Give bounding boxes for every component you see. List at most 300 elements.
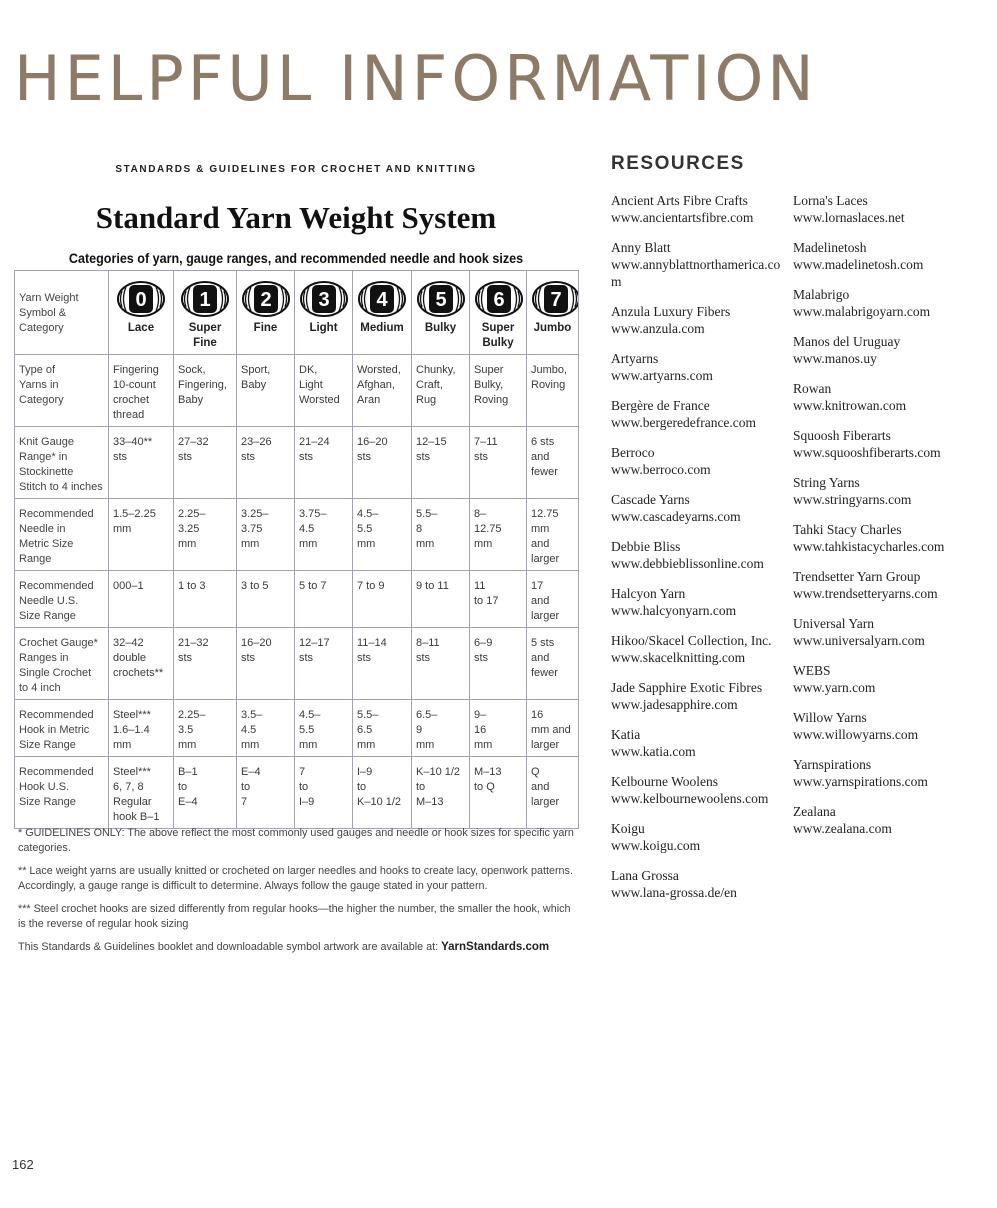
table-cell <box>237 628 295 700</box>
table-cell <box>353 571 412 628</box>
note-steel-hooks: *** Steel crochet hooks are sized differently from regular hooks—the higher the number, the smaller the hook, which is the reverse of regular hook sizing <box>18 903 571 930</box>
table-notes <box>18 826 578 963</box>
table-cell <box>527 700 579 757</box>
table-cell <box>109 571 174 628</box>
cell-line: 9– <box>474 709 487 721</box>
table-cell <box>174 571 237 628</box>
table-header-row <box>15 271 579 355</box>
resource-name: Yarnspirations <box>793 757 872 772</box>
standards-heading: STANDARDS & GUIDELINES FOR CROCHET AND KNITTING <box>115 164 477 175</box>
resource-ancient-arts-fibre-crafts <box>611 192 786 226</box>
table-cell <box>295 427 353 499</box>
table-cell <box>109 427 174 499</box>
resource-kelbourne-woolens <box>611 773 786 807</box>
cell-line: sts <box>416 451 431 463</box>
page-number: 162 <box>12 1157 34 1172</box>
cell-line: larger <box>531 610 560 622</box>
resource-malabrigo <box>793 286 983 320</box>
resource-url-link[interactable]: www.yarnspirations.com <box>793 774 928 789</box>
table-cell <box>353 757 412 829</box>
resource-name: Tahki Stacy Charles <box>793 522 902 537</box>
resource-url-link[interactable]: www.halcyonyarn.com <box>611 603 737 618</box>
row-label-line: Recommended <box>19 709 94 721</box>
resource-url-link[interactable]: www.jadesapphire.com <box>611 697 738 712</box>
cell-line: Chunky, <box>416 364 456 376</box>
table-cell <box>295 700 353 757</box>
table-cell <box>295 571 353 628</box>
cell-line: 9 to 11 <box>416 580 449 592</box>
cell-line: 10-count <box>113 379 156 391</box>
resource-zealana <box>793 803 983 837</box>
category-name <box>299 321 348 336</box>
cell-line: mm <box>357 538 376 550</box>
table-cell <box>470 499 527 571</box>
cell-line: 6.5– <box>416 709 438 721</box>
row-label-line: Yarns in <box>19 379 59 391</box>
resources-heading: RESOURCES <box>611 153 745 174</box>
resource-name: Lorna's Laces <box>793 193 868 208</box>
cell-line: to <box>241 781 251 793</box>
row-label-line: to 4 inch <box>19 682 61 694</box>
cell-line: sts <box>178 451 193 463</box>
resource-url-link[interactable]: www.lana-grossa.de/en <box>611 885 737 900</box>
cell-line: 1.6–1.4 <box>113 724 150 736</box>
resource-name: Universal Yarn <box>793 616 874 631</box>
table-cell <box>527 499 579 571</box>
resource-name: Malabrigo <box>793 287 850 302</box>
resource-name: Manos del Uruguay <box>793 334 901 349</box>
yarn-ball-icon <box>241 279 291 319</box>
cell-line: 1 to 3 <box>178 580 206 592</box>
weight-number: 2 <box>260 289 272 311</box>
cell-line: Sock, <box>178 364 206 376</box>
cell-line: Afghan, <box>357 379 395 391</box>
table-cell <box>470 355 527 427</box>
resource-name: Lana Grossa <box>611 868 679 883</box>
row-label-line: Range* in <box>19 451 68 463</box>
cell-line: 5 sts <box>531 637 555 649</box>
table-cell <box>470 628 527 700</box>
resource-url-link[interactable]: www.cascadeyarns.com <box>611 509 741 524</box>
resource-url-link[interactable]: www.skacelknitting.com <box>611 650 746 665</box>
cell-line: double <box>113 652 147 664</box>
cell-line: Q <box>531 766 540 778</box>
table-cell <box>109 757 174 829</box>
yarn-ball-icon <box>299 279 349 319</box>
cell-line: Regular <box>113 796 152 808</box>
cell-line: and <box>531 652 550 664</box>
row-label-line: Recommended <box>19 580 94 592</box>
table-cell <box>237 571 295 628</box>
table-cell <box>470 571 527 628</box>
table-cell <box>295 757 353 829</box>
cell-line: Baby <box>178 394 204 406</box>
row-label-line: Size Range <box>19 796 76 808</box>
resource-url-link[interactable]: www.bergeredefrance.com <box>611 415 757 430</box>
cell-line: 7–11 <box>474 436 498 448</box>
cell-line: K–10 1/2 <box>416 766 461 778</box>
cell-line: 3.75 <box>241 523 263 535</box>
resource-artyarns <box>611 350 786 384</box>
cell-line: mm <box>357 739 376 751</box>
cell-line: I–9 <box>357 766 373 778</box>
cell-line: 3.75– <box>299 508 327 520</box>
row-label-line: Recommended <box>19 508 94 520</box>
cell-line: mm <box>416 739 435 751</box>
cell-line: 12–15 <box>416 436 447 448</box>
resource-name: Halcyon Yarn <box>611 586 686 601</box>
category-name-line: Medium <box>360 322 404 334</box>
resource-name: Rowan <box>793 381 832 396</box>
header-label-line: Category <box>19 322 64 334</box>
cell-line: 21–32 <box>178 637 209 649</box>
cell-line: Light <box>299 379 323 391</box>
table-row <box>15 499 579 571</box>
resource-cascade-yarns <box>611 491 786 525</box>
row-label-line: Knit Gauge <box>19 436 75 448</box>
cell-line: 12.75 <box>474 523 502 535</box>
cell-line: 23–26 <box>241 436 272 448</box>
category-name <box>416 321 465 336</box>
table-row <box>15 700 579 757</box>
cell-line: and <box>531 451 550 463</box>
table-cell <box>527 355 579 427</box>
table-cell <box>109 499 174 571</box>
resource-url-link[interactable]: www.annyblattnorthamerica.com <box>611 257 781 289</box>
table-cell <box>412 571 470 628</box>
table-cell <box>174 700 237 757</box>
cell-line: Worsted <box>299 394 340 406</box>
cell-line: DK, <box>299 364 318 376</box>
category-name-line: Bulky <box>482 337 514 349</box>
resource-name: Katia <box>611 727 641 742</box>
cell-line: 21–24 <box>299 436 330 448</box>
cell-line: sts <box>474 652 489 664</box>
cell-line: Fingering, <box>178 379 227 391</box>
resource-name: Anny Blatt <box>611 240 671 255</box>
table-cell <box>412 700 470 757</box>
cell-line: 3.5– <box>241 709 263 721</box>
cell-line: Aran <box>357 394 381 406</box>
table-cell <box>470 757 527 829</box>
resource-manos-del-uruguay <box>793 333 983 367</box>
cell-line: sts <box>241 652 256 664</box>
cell-line: to <box>416 781 426 793</box>
category-name-line: Lace <box>127 322 155 334</box>
categories-subtitle: Categories of yarn, gauge ranges, and recommended needle and hook sizes <box>68 251 524 266</box>
yarn-ball-icon <box>357 279 407 319</box>
cell-line: Fingering <box>113 364 159 376</box>
resource-url-link[interactable]: www.malabrigoyarn.com <box>793 304 931 319</box>
resource-halcyon-yarn <box>611 585 786 619</box>
row-label-line: Stitch to 4 inches <box>19 481 103 493</box>
cell-line: mm and <box>531 724 571 736</box>
resource-url-link[interactable]: www.willowyarns.com <box>793 727 919 742</box>
resource-url-link[interactable]: www.squooshfiberarts.com <box>793 445 941 460</box>
row-label-line: Range <box>19 553 52 565</box>
resource-url-link[interactable]: www.tahkistacycharles.com <box>793 539 945 554</box>
cell-line: 4.5 <box>241 724 257 736</box>
cell-line: 5 to 7 <box>299 580 327 592</box>
cell-line: Rug <box>416 394 437 406</box>
row-label-line: Hook U.S. <box>19 781 70 793</box>
resource-url-link[interactable]: www.berroco.com <box>611 462 711 477</box>
row-label <box>15 700 109 757</box>
table-row <box>15 757 579 829</box>
resource-berg-re-de-france <box>611 397 786 431</box>
cell-line: 4.5 <box>299 523 315 535</box>
table-cell <box>174 355 237 427</box>
category-bulky <box>412 271 470 355</box>
cell-line: 4.5– <box>299 709 321 721</box>
resource-url-link[interactable]: www.ancientartsfibre.com <box>611 210 754 225</box>
cell-line: 7 <box>241 796 248 808</box>
table-cell <box>237 700 295 757</box>
cell-line: 32–42 <box>113 637 144 649</box>
resource-url-link[interactable]: www.manos.uy <box>793 351 877 366</box>
table-cell <box>174 757 237 829</box>
cell-line: 5.5– <box>416 508 438 520</box>
cell-line: sts <box>113 451 128 463</box>
row-label <box>15 355 109 427</box>
resource-name: Hikoo/Skacel Collection, Inc. <box>611 633 772 648</box>
weight-number: 4 <box>376 289 388 311</box>
category-name-line: Super <box>481 322 515 334</box>
cell-line: sts <box>474 451 489 463</box>
resource-url-link[interactable]: www.stringyarns.com <box>793 492 912 507</box>
note-lace: ** Lace weight yarns are usually knitted or crocheted on larger needles and hooks to create lacy, openwork patterns. Accordingly, a gauge range is difficult to determine. Always follow the gauge stated in your pattern. <box>18 865 573 892</box>
resource-url-link[interactable]: www.katia.com <box>611 744 696 759</box>
cell-line: 6 sts <box>531 436 555 448</box>
cell-line: 3 to 5 <box>241 580 269 592</box>
cell-line: 6.5 <box>357 724 373 736</box>
row-label-line: Metric Size <box>19 538 74 550</box>
resource-url-link[interactable]: www.artyarns.com <box>611 368 713 383</box>
cell-line: 3.5 <box>178 724 194 736</box>
resource-url-link[interactable]: www.debbieblissonline.com <box>611 556 764 571</box>
cell-line: sts <box>241 451 256 463</box>
yarn-ball-icon <box>531 279 579 319</box>
cell-line: mm <box>241 538 260 550</box>
cell-line: larger <box>531 796 560 808</box>
cell-line: sts <box>416 652 431 664</box>
resource-trendsetter-yarn-group <box>793 568 983 602</box>
category-light <box>295 271 353 355</box>
cell-line: sts <box>357 451 372 463</box>
cell-line: 16 <box>474 724 487 736</box>
cell-line: 3.25 <box>178 523 200 535</box>
row-label-line: Recommended <box>19 766 94 778</box>
category-name-line: Super <box>188 322 222 334</box>
row-label <box>15 628 109 700</box>
category-super-bulky <box>470 271 527 355</box>
header-label-line: Symbol & <box>19 307 67 319</box>
cell-line: 3.25– <box>241 508 269 520</box>
resource-url-link[interactable]: www.madelinetosh.com <box>793 257 924 272</box>
cell-line: B–1 <box>178 766 198 778</box>
cell-line: 2.25– <box>178 709 206 721</box>
resource-anzula-luxury-fibers <box>611 303 786 337</box>
cell-line: thread <box>113 409 145 421</box>
resource-rowan <box>793 380 983 414</box>
cell-line: Super <box>474 364 504 376</box>
category-lace <box>109 271 174 355</box>
table-cell <box>470 427 527 499</box>
table-cell <box>412 757 470 829</box>
category-name <box>357 321 407 336</box>
category-name <box>178 321 232 351</box>
resource-lorna-s-laces <box>793 192 983 226</box>
cell-line: fewer <box>531 466 558 478</box>
cell-line: mm <box>474 739 493 751</box>
weight-number: 6 <box>493 289 505 311</box>
table-row <box>15 427 579 499</box>
table-cell <box>109 700 174 757</box>
table-cell <box>237 757 295 829</box>
table-cell <box>109 355 174 427</box>
cell-line: 17 <box>531 580 544 592</box>
cell-line: mm <box>299 538 318 550</box>
weight-number: 7 <box>550 289 562 311</box>
category-name-line: Jumbo <box>533 322 572 334</box>
cell-line: and <box>531 538 550 550</box>
table-cell <box>237 427 295 499</box>
cell-line: Bulky, <box>474 379 504 391</box>
category-name <box>241 321 290 336</box>
resource-name: Artyarns <box>611 351 659 366</box>
table-row <box>15 355 579 427</box>
cell-line: K–10 1/2 <box>357 796 402 808</box>
table-cell <box>412 628 470 700</box>
table-cell <box>353 355 412 427</box>
table-cell <box>295 628 353 700</box>
cell-line: 16–20 <box>357 436 388 448</box>
cell-line: 5.5– <box>357 709 379 721</box>
resource-url-link[interactable]: www.anzula.com <box>611 321 705 336</box>
cell-line: Roving <box>531 379 566 391</box>
resource-name: String Yarns <box>793 475 860 490</box>
availability-note <box>18 940 578 955</box>
category-name <box>474 321 522 351</box>
resource-name: WEBS <box>793 663 831 678</box>
cell-line: Steel*** <box>113 766 151 778</box>
table-cell <box>295 355 353 427</box>
resource-name: Koigu <box>611 821 645 836</box>
resources-column-right <box>793 192 983 850</box>
resource-url-link[interactable]: www.koigu.com <box>611 838 701 853</box>
table-cell <box>527 427 579 499</box>
table-cell <box>174 499 237 571</box>
category-fine <box>237 271 295 355</box>
table-cell <box>412 355 470 427</box>
table-cell <box>353 499 412 571</box>
table-cell <box>237 499 295 571</box>
cell-line: sts <box>299 652 314 664</box>
yarn-ball-icon <box>474 279 524 319</box>
cell-line: 33–40** <box>113 436 153 448</box>
cell-line: 7 to 9 <box>357 580 385 592</box>
cell-line: 2.25– <box>178 508 206 520</box>
resource-tahki-stacy-charles <box>793 521 983 555</box>
table-cell <box>353 628 412 700</box>
resource-name: Willow Yarns <box>793 710 867 725</box>
table-row <box>15 571 579 628</box>
cell-line: to <box>178 781 188 793</box>
row-label-line: Ranges in <box>19 652 69 664</box>
note-guidelines: * GUIDELINES ONLY: The above reflect the most commonly used gauges and needle or hook sizes for specific yarn categories. <box>18 827 574 854</box>
cell-line: 8–11 <box>416 637 440 649</box>
resource-name: Berroco <box>611 445 655 460</box>
category-name-line: Bulky <box>424 322 457 334</box>
cell-line: 7 <box>299 766 306 778</box>
resource-name: Trendsetter Yarn Group <box>793 569 921 584</box>
cell-line: 000–1 <box>113 580 144 592</box>
cell-line: M–13 <box>416 796 444 808</box>
resource-url-link[interactable]: www.lornaslaces.net <box>793 210 905 225</box>
header-label-line: Yarn Weight <box>19 292 79 304</box>
cell-line: hook B–1 <box>113 811 160 823</box>
resource-url-link[interactable]: www.universalyarn.com <box>793 633 925 648</box>
resource-url-link[interactable]: www.trendsetteryarns.com <box>793 586 938 601</box>
row-label-line: Size Range <box>19 610 76 622</box>
resource-webs <box>793 662 983 696</box>
table-cell <box>109 628 174 700</box>
cell-line: sts <box>299 451 314 463</box>
cell-line: Jumbo, <box>531 364 568 376</box>
resource-url-link[interactable]: www.zealana.com <box>793 821 892 836</box>
cell-line: and <box>531 781 550 793</box>
yarn-weight-table <box>14 270 579 829</box>
cell-line: 16–20 <box>241 637 272 649</box>
cell-line: fewer <box>531 667 558 679</box>
resource-name: Debbie Bliss <box>611 539 681 554</box>
resource-name: Squoosh Fiberarts <box>793 428 891 443</box>
row-label <box>15 427 109 499</box>
row-label <box>15 571 109 628</box>
cell-line: Roving <box>474 394 509 406</box>
cell-line: mm <box>113 523 132 535</box>
cell-line: Craft, <box>416 379 443 391</box>
table-cell <box>527 571 579 628</box>
yarn-ball-icon <box>116 279 166 319</box>
table-cell <box>237 355 295 427</box>
resource-anny-blatt <box>611 239 786 290</box>
resource-url-link[interactable]: www.kelbournewoolens.com <box>611 791 769 806</box>
resource-universal-yarn <box>793 615 983 649</box>
yarnstandards-link[interactable]: YarnStandards.com <box>441 941 550 953</box>
cell-line: mm <box>241 739 260 751</box>
resource-name: Anzula Luxury Fibers <box>611 304 731 319</box>
resource-name: Madelinetosh <box>793 240 867 255</box>
cell-line: mm <box>299 739 318 751</box>
cell-line: mm <box>178 538 197 550</box>
cell-line: E–4 <box>178 796 198 808</box>
resource-url-link[interactable]: www.knitrowan.com <box>793 398 907 413</box>
table-cell <box>412 499 470 571</box>
category-jumbo <box>527 271 579 355</box>
cell-line: 11–14 <box>357 637 387 649</box>
resource-url-link[interactable]: www.yarn.com <box>793 680 876 695</box>
resource-name: Ancient Arts Fibre Crafts <box>611 193 748 208</box>
cell-line: crochets** <box>113 667 164 679</box>
row-label <box>15 499 109 571</box>
resource-string-yarns <box>793 474 983 508</box>
cell-line: sts <box>357 652 372 664</box>
row-label-line: Single Crochet <box>19 667 92 679</box>
row-label-line: Needle in <box>19 523 66 535</box>
cell-line: 9 <box>416 724 423 736</box>
row-label-line: Needle U.S. <box>19 595 79 607</box>
